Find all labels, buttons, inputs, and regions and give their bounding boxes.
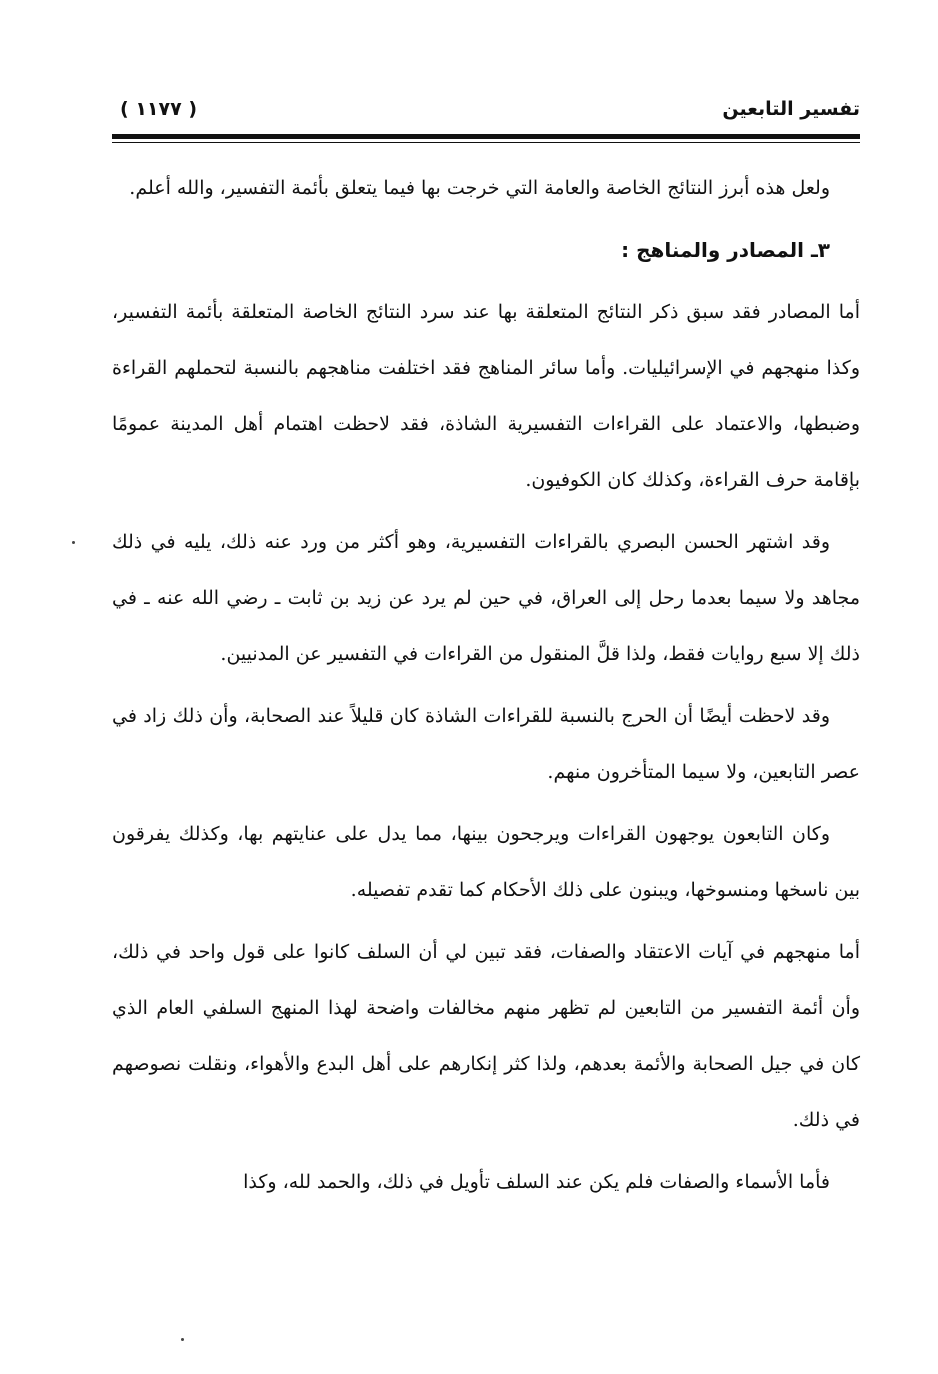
- paragraph-3: وقد اشتهر الحسن البصري بالقراءات التفسيرية، وهو أكثر من ورد عنه ذلك، يليه في ذلك مجاهد ولا سيما بعدما رحل إلى العراق، في حين لم يرد عن زيد بن ثابت ـ رضي الله عنه ـ في ذلك إلا سبع روايات فقط، ولذا قلَّ المنقول من القراءات في التفسير عن المدنيين.: [112, 531, 860, 665]
- paragraph-4: وقد لاحظت أيضًا أن الحرج بالنسبة للقراءات الشاذة كان قليلاً عند الصحابة، وأن ذلك زاد في عصر التابعين، ولا سيما المتأخرون منهم.: [112, 705, 860, 783]
- paragraph-2: أما المصادر فقد سبق ذكر النتائج المتعلقة بها عند سرد النتائج الخاصة المتعلقة بأئمة التفسير، وكذا منهجهم في الإسرائيليات. وأما سائر المناهج فقد اختلفت مناهجهم بالنسبة لتحملهم القراءة وضبطها، والاعتماد على القراءات التفسيرية الشاذة، فقد لاحظت اهتمام أهل المدينة عمومًا بإقامة حرف القراءة، وكذلك كان الكوفيون.: [112, 301, 860, 491]
- scan-speck: [181, 1338, 184, 1341]
- header-rule-thin: [112, 142, 860, 143]
- running-title: تفسير التابعين: [722, 98, 860, 120]
- page-number: ( ١١٧٧ ): [120, 98, 198, 120]
- page-header: [112, 92, 860, 132]
- paragraph-7: فأما الأسماء والصفات فلم يكن عند السلف تأويل في ذلك، والحمد لله، وكذا: [243, 1171, 830, 1193]
- scan-speck: [72, 541, 75, 544]
- body-text: [112, 160, 860, 1216]
- paragraph-5: وكان التابعون يوجهون القراءات ويرجحون بينها، مما يدل على عنايتهم بها، وكذلك يفرقون بين ناسخها ومنسوخها، ويبنون على ذلك الأحكام كما تقدم تفصيله.: [112, 823, 860, 901]
- section-heading: ٣ـ المصادر والمناهج :: [621, 238, 830, 262]
- paragraph-6: أما منهجهم في آيات الاعتقاد والصفات، فقد تبين لي أن السلف كانوا على قول واحد في ذلك، وأن أئمة التفسير من التابعين لم تظهر منهم مخالفات واضحة لهذا المنهج السلفي العام الذي كان في جيل الصحابة والأئمة بعدهم، ولذا كثر إنكارهم على أهل البدع والأهواء، ونقلت نصوصهم في ذلك.: [112, 941, 860, 1131]
- header-rule-thick: [112, 134, 860, 139]
- paragraph-1: ولعل هذه أبرز النتائج الخاصة والعامة التي خرجت بها فيما يتعلق بأئمة التفسير، والله أعلم.: [129, 177, 830, 199]
